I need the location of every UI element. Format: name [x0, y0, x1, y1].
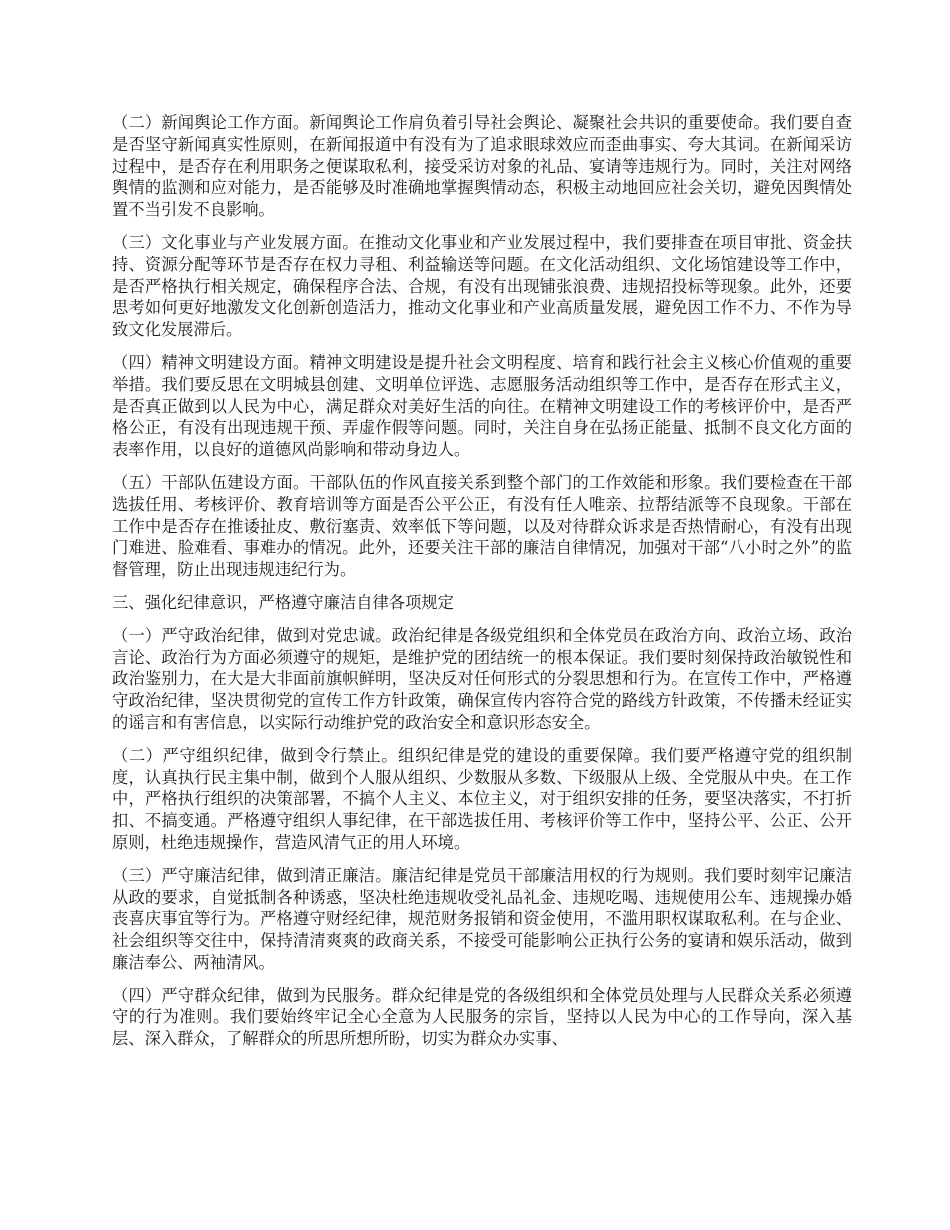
paragraph-organizational-discipline: （二）严守组织纪律，做到令行禁止。组织纪律是党的建设的重要保障。我们要严格遵守党的组织制度，认真执行民主集中制，做到个人服从组织、少数服从多数、下级服从上级、全党服从中央。在工作中，严格执行组织的决策部署，不搞个人主义、本位主义，对于组织安排的任务，要坚决落实，不打折扣、不搞变通。严格遵守组织人事纪律，在干部选拔任用、考核评价等工作中，坚持公平、公正、公开原则，杜绝违规操作，营造风清气正的用人环境。	[112, 745, 852, 852]
paragraph-integrity-discipline: （三）严守廉洁纪律，做到清正廉洁。廉洁纪律是党员干部廉洁用权的行为规则。我们要时刻牢记廉洁从政的要求，自觉抵制各种诱惑，坚决杜绝违规收受礼品礼金、违规吃喝、违规使用公车、违规操办婚丧喜庆事宜等行为。严格遵守财经纪律，规范财务报销和资金使用，不滥用职权谋取私利。在与企业、社会组织等交往中，保持清清爽爽的政商关系，不接受可能影响公正执行公务的宴请和娱乐活动，做到廉洁奉公、两袖清风。	[112, 865, 852, 972]
paragraph-news-opinion: （二）新闻舆论工作方面。新闻舆论工作肩负着引导社会舆论、凝聚社会共识的重要使命。我们要自查是否坚守新闻真实性原则，在新闻报道中有没有为了追求眼球效应而歪曲事实、夸大其词。在新闻采访过程中，是否存在利用职务之便谋取私利，接受采访对象的礼品、宴请等违规行为。同时，关注对网络舆情的监测和应对能力，是否能够及时准确地掌握舆情动态，积极主动地回应社会关切，避免因舆情处置不当引发不良影响。	[112, 113, 852, 220]
section-heading-discipline: 三、强化纪律意识，严格遵守廉洁自律各项规定	[112, 592, 454, 612]
document-page	[112, 112, 852, 1061]
paragraph-culture-industry: （三）文化事业与产业发展方面。在推动文化事业和产业发展过程中，我们要排查在项目审批、资金扶持、资源分配等环节是否存在权力寻租、利益输送等问题。在文化活动组织、文化场馆建设等工作中，是否严格执行相关规定，确保程序合法、合规，有没有出现铺张浪费、违规招投标等现象。此外，还要思考如何更好地激发文化创新创造活力，推动文化事业和产业高质量发展，避免因工作不力、不作为导致文化发展滞后。	[112, 232, 852, 340]
paragraph-cadre-team: （五）干部队伍建设方面。干部队伍的作风直接关系到整个部门的工作效能和形象。我们要检查在干部选拔任用、考核评价、教育培训等方面是否公平公正，有没有任人唯亲、拉帮结派等不良现象。干部在工作中是否存在推诿扯皮、敷衍塞责、效率低下等问题，以及对待群众诉求是否热情耐心，有没有出现门难进、脸难看、事难办的情况。此外，还要关注干部的廉洁自律情况，加强对干部“八小时之外”的监督管理，防止出现违规违纪行为。	[112, 472, 852, 580]
paragraph-spiritual-civilization: （四）精神文明建设方面。精神文明建设是提升社会文明程度、培育和践行社会主义核心价值观的重要举措。我们要反思在文明城县创建、文明单位评选、志愿服务活动组织等工作中，是否存在形式主义，是否真正做到以人民为中心，满足群众对美好生活的向往。在精神文明建设工作的考核评价中，是否严格公正，有没有出现违规干预、弄虚作假等问题。同时，关注自身在弘扬正能量、抵制不良文化方面的表率作用，以良好的道德风尚影响和带动身边人。	[112, 352, 852, 460]
paragraph-political-discipline: （一）严守政治纪律，做到对党忠诚。政治纪律是各级党组织和全体党员在政治方向、政治立场、政治言论、政治行为方面必须遵守的规矩，是维护党的团结统一的根本保证。我们要时刻保持政治敏锐性和政治鉴别力，在大是大非面前旗帜鲜明，坚决反对任何形式的分裂思想和行为。在宣传工作中，严格遵守政治纪律，坚决贯彻党的宣传工作方针政策，确保宣传内容符合党的路线方针政策，不传播未经证实的谣言和有害信息，以实际行动维护党的政治安全和意识形态安全。	[112, 625, 852, 732]
paragraph-mass-discipline: （四）严守群众纪律，做到为民服务。群众纪律是党的各级组织和全体党员处理与人民群众关系必须遵守的行为准则。我们要始终牢记全心全意为人民服务的宗旨，坚持以人民为中心的工作导向，深入基层、深入群众，了解群众的所思所想所盼，切实为群众办实事、	[112, 985, 852, 1049]
